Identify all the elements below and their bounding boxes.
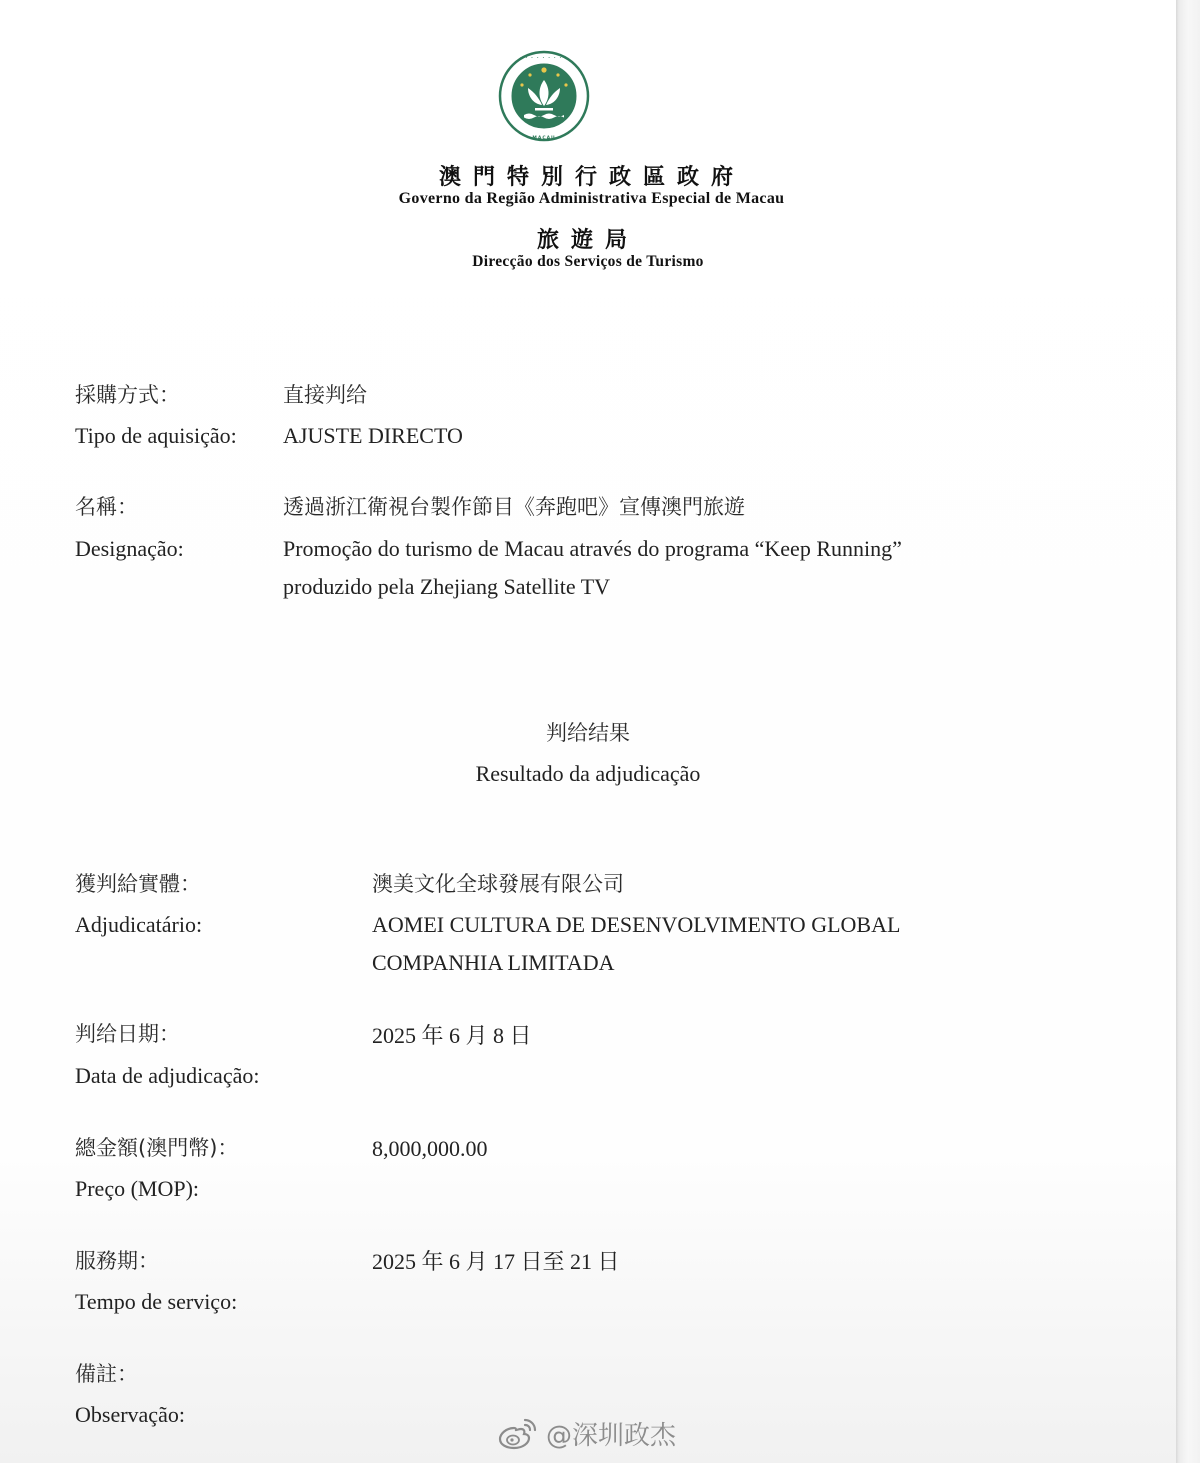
designation-label-zh: 名稱： bbox=[75, 495, 138, 519]
service-period-value: 2025 年 6 月 17 日至 21 日 bbox=[372, 1249, 620, 1274]
price-value: 8,000,000.00 bbox=[372, 1136, 488, 1161]
awardee-value-zh: 澳美文化全球發展有限公司 bbox=[372, 872, 624, 896]
watermark bbox=[498, 1412, 676, 1454]
remarks-label-pt: Observação: bbox=[75, 1402, 185, 1427]
acquisition-value-pt: AJUSTE DIRECTO bbox=[283, 423, 463, 448]
remarks-label-zh: 備註： bbox=[75, 1362, 138, 1386]
designation-value-pt-line2: produzido pela Zhejiang Satellite TV bbox=[283, 574, 611, 599]
acquisition-label-zh: 採購方式： bbox=[75, 383, 180, 407]
result-heading-pt: Resultado da adjudicação bbox=[475, 761, 701, 786]
header-government-pt: Governo da Região Administrativa Especial de Macau bbox=[398, 190, 785, 207]
service-period-label-pt: Tempo de serviço: bbox=[75, 1289, 238, 1314]
price-label-pt: Preço (MOP): bbox=[75, 1176, 200, 1201]
designation-value-pt-line1: Promoção do turismo de Macau através do programa “Keep Running” bbox=[283, 536, 902, 561]
service-period-label-zh: 服務期： bbox=[75, 1249, 159, 1273]
price-label-zh: 總金額(澳門幣)： bbox=[75, 1136, 239, 1160]
acquisition-value-zh: 直接判给 bbox=[283, 383, 367, 407]
watermark-text: @深圳政杰 bbox=[546, 1420, 677, 1451]
awardee-value-pt-line1: AOMEI CULTURA DE DESENVOLVIMENTO GLOBAL bbox=[372, 912, 901, 937]
designation-label-pt: Designação: bbox=[75, 536, 184, 561]
macau-emblem-icon bbox=[497, 50, 591, 142]
awardee-label-pt: Adjudicatário: bbox=[75, 912, 203, 937]
award-date-value: 2025 年 6 月 8 日 bbox=[372, 1023, 532, 1048]
page-edge-shadow bbox=[1176, 0, 1200, 1463]
awardee-label-zh: 獲判給實體： bbox=[75, 872, 201, 896]
header-government-zh: 澳門特別行政區政府 bbox=[438, 164, 745, 189]
awardee-value-pt-line2: COMPANHIA LIMITADA bbox=[372, 950, 615, 975]
result-heading-zh: 判给结果 bbox=[546, 721, 630, 745]
designation-value-zh: 透過浙江衛視台製作節目《奔跑吧》宣傳澳門旅遊 bbox=[283, 495, 745, 519]
weibo-logo-icon bbox=[498, 1416, 538, 1450]
header-department-pt: Direcção dos Serviços de Turismo bbox=[472, 253, 704, 270]
acquisition-label-pt: Tipo de aquisição: bbox=[75, 423, 237, 448]
award-date-label-pt: Data de adjudicação: bbox=[75, 1063, 260, 1088]
award-date-label-zh: 判给日期： bbox=[75, 1022, 180, 1046]
header-department-zh: 旅遊局 bbox=[536, 227, 639, 252]
svg-text:· · · · · · · · ·: · · · · · · · · · bbox=[519, 56, 569, 61]
svg-text:MACAU: MACAU bbox=[532, 136, 556, 141]
